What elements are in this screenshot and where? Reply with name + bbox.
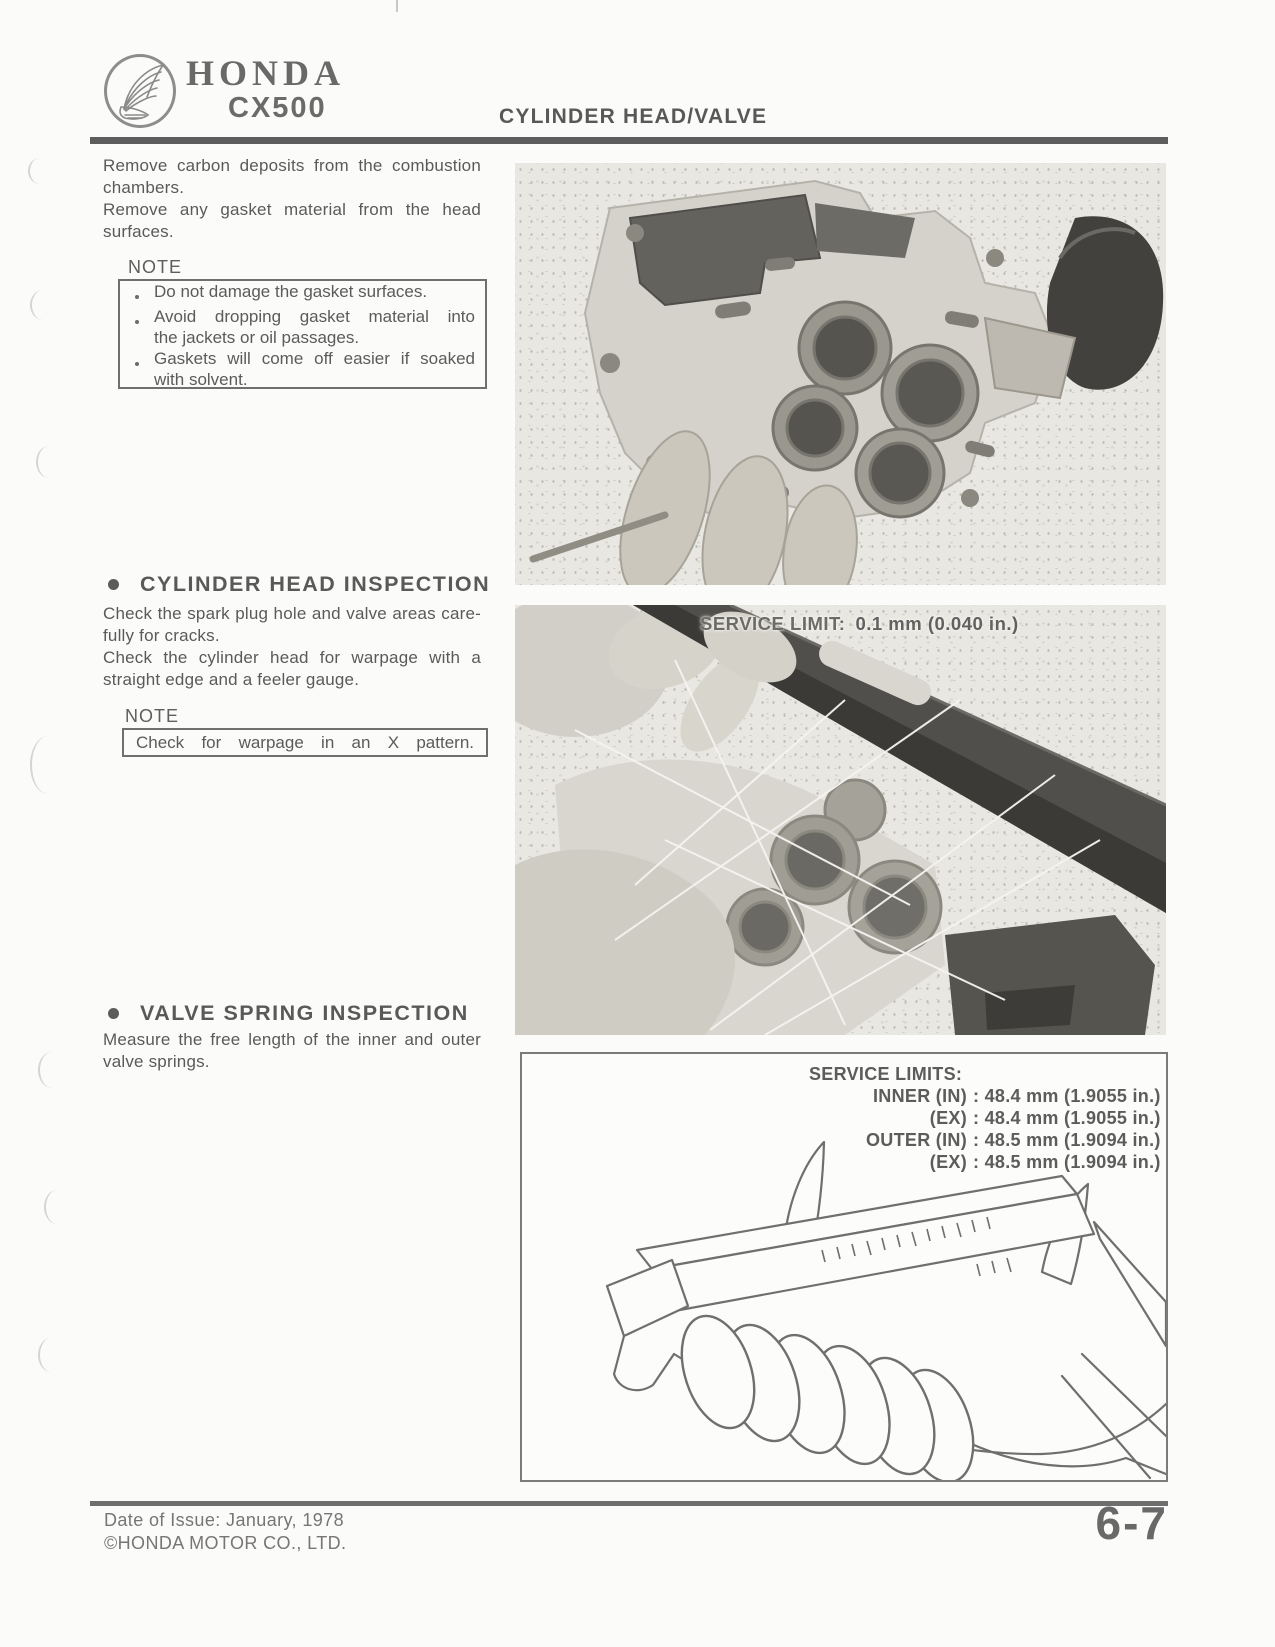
intro-paragraph: [103, 155, 481, 243]
limit-label: (EX): [929, 1108, 967, 1128]
text-line: chambers.: [103, 178, 185, 197]
photo-warpage-check-straight-edge: [515, 605, 1166, 1035]
section-heading-label: VALVE SPRING INSPECTION: [140, 1001, 469, 1025]
figure-valve-spring-caliper: [520, 1052, 1168, 1482]
limit-value: : 48.4 mm (1.9055 in.): [973, 1086, 1161, 1106]
cylinder-head-photo-art: [515, 163, 1166, 585]
text-line: surfaces.: [103, 222, 174, 241]
text-line: fully for cracks.: [103, 626, 220, 645]
limit-label: (EX): [929, 1152, 967, 1172]
text-line: the jackets or oil passages.: [154, 328, 360, 347]
model-wordmark: CX500: [228, 92, 327, 124]
scan-artifact: [38, 1052, 66, 1088]
note-item: [120, 281, 485, 306]
note-label: NOTE: [125, 706, 180, 726]
service-limit-label: SERVICE LIMIT:: [700, 613, 846, 634]
text-line: Avoid dropping gasket material into: [154, 307, 475, 326]
text-line: straight edge and a feeler gauge.: [103, 670, 360, 689]
bullet-dot-icon: [120, 348, 154, 390]
limit-value: : 48.4 mm (1.9055 in.): [973, 1108, 1161, 1128]
note-label: NOTE: [128, 257, 183, 277]
text-line: Check the cylinder head for warpage with a: [103, 648, 481, 667]
note-box: [118, 279, 487, 389]
photo-cylinder-head-gasket-removal: [515, 163, 1166, 585]
service-limit-overlay: [700, 613, 1019, 635]
section-bullet-icon: [108, 579, 119, 590]
scan-artifact: [28, 158, 52, 184]
brand-wordmark: HONDA: [186, 53, 345, 93]
warpage-check-photo-art: [515, 605, 1166, 1035]
limit-label: OUTER (IN): [866, 1130, 967, 1150]
scan-artifact: [44, 1190, 70, 1224]
caliper-spring-line-art: [522, 1054, 1166, 1480]
scan-artifact: [30, 290, 56, 320]
scan-artifact: [396, 0, 398, 12]
bullet-dot-icon: [120, 281, 154, 306]
limit-value: : 48.5 mm (1.9094 in.): [973, 1130, 1161, 1150]
service-limit-value: 0.1 mm (0.040 in.): [855, 613, 1019, 634]
note-item: [120, 306, 485, 348]
date-of-issue: Date of Issue: January, 1978: [104, 1510, 345, 1530]
text-line: Measure the free length of the inner and outer: [103, 1030, 481, 1049]
page-title: CYLINDER HEAD/VALVE: [499, 105, 768, 128]
header-rule: [90, 137, 1168, 144]
limit-label: INNER (IN): [873, 1086, 967, 1106]
footer-rule: [90, 1501, 1168, 1506]
text-line: valve springs.: [103, 1052, 210, 1071]
limit-value: : 48.5 mm (1.9094 in.): [973, 1152, 1161, 1172]
section-heading-cylinder-head-inspection: [108, 572, 490, 597]
page-number: 6-7: [1095, 1497, 1168, 1549]
section-bullet-icon: [108, 1008, 119, 1019]
honda-wing-icon: [107, 57, 173, 125]
section1-paragraph: [103, 603, 481, 691]
text-line: Check the spark plug hole and valve areas care-: [103, 604, 481, 623]
text-line: Do not damage the gasket surfaces.: [154, 282, 428, 301]
copyright: ©HONDA MOTOR CO., LTD.: [104, 1533, 347, 1553]
bullet-dot-icon: [120, 306, 154, 348]
scan-artifact: [36, 446, 62, 478]
note-item: [120, 348, 485, 390]
text-line: Remove carbon deposits from the combustion: [103, 156, 481, 175]
scan-artifact: [30, 736, 66, 794]
note-text: Check for warpage in an X pattern.: [136, 733, 474, 752]
service-limits-title: SERVICE LIMITS:: [809, 1064, 963, 1084]
section-heading-valve-spring-inspection: [108, 1001, 469, 1026]
note-box: [122, 728, 488, 757]
text-line: Remove any gasket material from the head: [103, 200, 481, 219]
honda-logo-oval: [104, 54, 176, 128]
section-heading-label: CYLINDER HEAD INSPECTION: [140, 572, 491, 596]
scan-artifact: [38, 1338, 64, 1372]
text-line: with solvent.: [154, 370, 248, 389]
text-line: Gaskets will come off easier if soaked: [154, 349, 475, 368]
section2-paragraph: [103, 1029, 481, 1073]
